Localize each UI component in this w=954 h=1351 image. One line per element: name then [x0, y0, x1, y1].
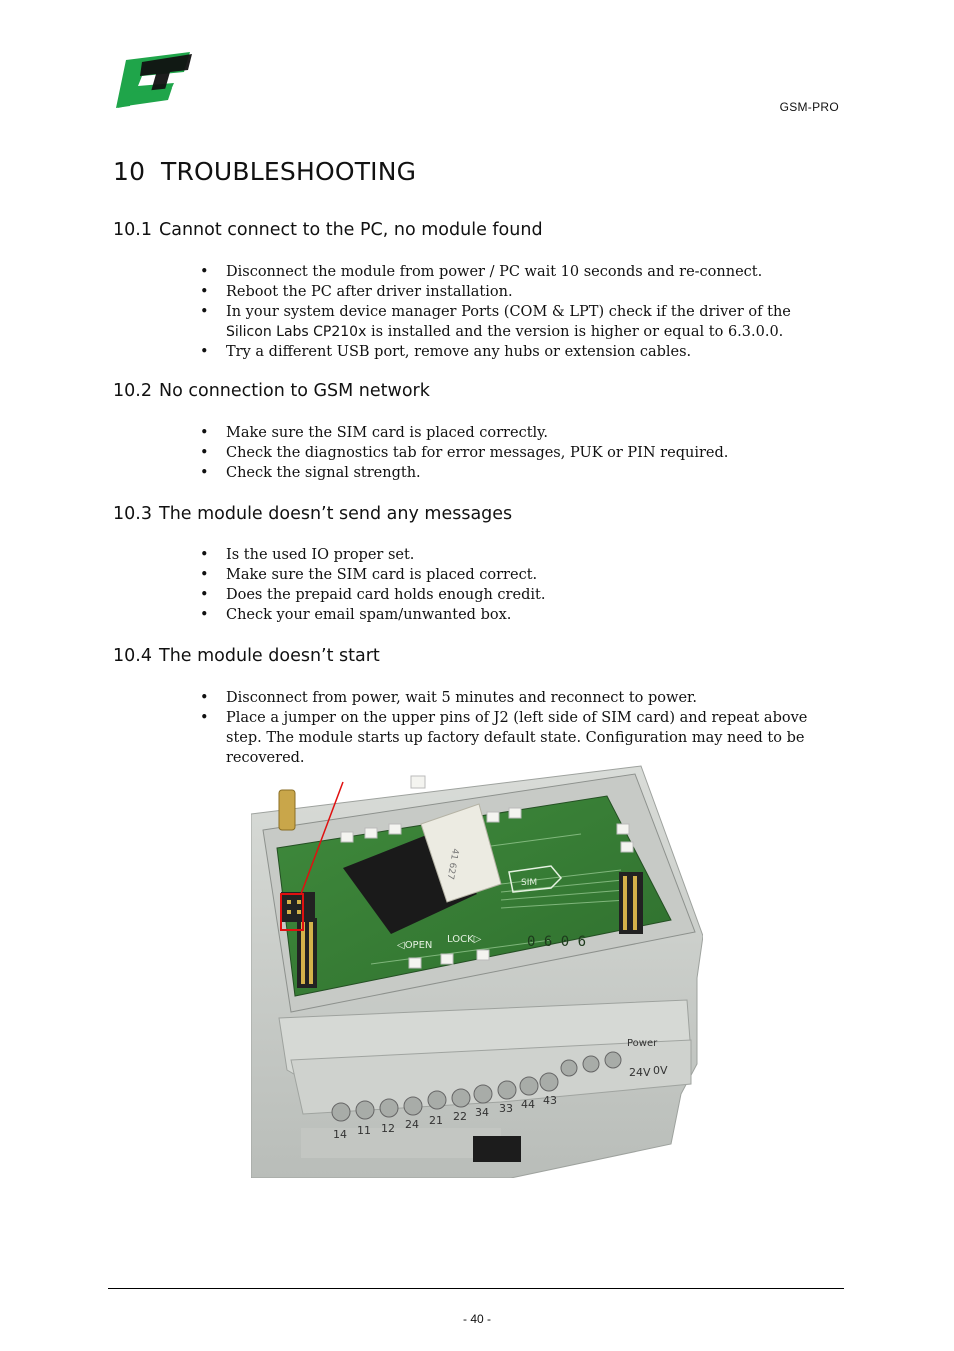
list-item: • Check the signal strength.: [200, 463, 840, 483]
page-number: - 40 -: [462, 1312, 491, 1326]
gsm-module-photo: [251, 764, 703, 1178]
list-item: • Place a jumper on the upper pins of J2 (left side of SIM card) and repeat above step. The module starts up factory default state. Configuration may need to be recovered.: [200, 708, 840, 768]
terminal-label: 21: [429, 1114, 443, 1127]
terminal-label: 43: [543, 1094, 557, 1107]
terminal-label: 12: [381, 1122, 395, 1135]
terminal-label: 44: [521, 1098, 535, 1111]
terminal-label: 22: [453, 1110, 467, 1123]
list-item: • Reboot the PC after driver installation.: [200, 282, 840, 302]
document-id: GSM-PRO: [779, 100, 839, 114]
list-item: • Check the diagnostics tab for error messages, PUK or PIN required.: [200, 443, 840, 463]
list-item: • Check your email spam/unwanted box.: [200, 605, 840, 625]
list-item: • Make sure the SIM card is placed correctly.: [200, 423, 840, 443]
list-item: • Disconnect the module from power / PC wait 10 seconds and re-connect.: [200, 262, 840, 282]
list-item: • Is the used IO proper set.: [200, 545, 840, 565]
power-label: Power: [627, 1038, 658, 1049]
terminal-label: 24: [405, 1118, 419, 1131]
chapter-title: 10 TROUBLESHOOTING: [113, 157, 417, 186]
power-24v-label: 24V: [629, 1066, 651, 1079]
section-list-10-2: [200, 423, 840, 483]
list-item: • In your system device manager Ports (COM & LPT) check if the driver of the Silicon Labs CP210x is installed and the version is higher or equal to 6.3.0.0.: [200, 302, 840, 342]
list-item: • Make sure the SIM card is placed correct.: [200, 565, 840, 585]
terminal-label: 11: [357, 1124, 371, 1137]
board-code: 0 6 0 6: [527, 934, 587, 950]
terminal-label: 14: [333, 1128, 347, 1141]
section-heading-10-2: 10.2 No connection to GSM network: [113, 381, 430, 401]
section-heading-10-3: 10.3 The module doesn’t send any messages: [113, 504, 513, 524]
terminal-label: 33: [499, 1102, 513, 1115]
section-list-10-3: [200, 545, 840, 625]
section-heading-10-1: 10.1 Cannot connect to the PC, no module found: [113, 220, 543, 240]
section-heading-10-4: 10.4 The module doesn’t start: [113, 646, 380, 666]
footer-rule: [108, 1288, 844, 1289]
lock-label: LOCK▷: [447, 934, 482, 945]
open-label: ◁OPEN: [397, 940, 433, 951]
section-list-10-4: [200, 688, 840, 768]
power-0v-label: 0V: [653, 1064, 668, 1077]
terminal-label: 34: [475, 1106, 489, 1119]
driver-name: Silicon Labs CP210x: [226, 324, 367, 340]
svg-text:41 627: 41 627: [444, 847, 460, 881]
company-logo: [112, 48, 196, 112]
sim-label: SIM: [521, 878, 538, 888]
list-item: • Disconnect from power, wait 5 minutes and reconnect to power.: [200, 688, 840, 708]
list-item: • Try a different USB port, remove any hubs or extension cables.: [200, 342, 840, 362]
section-list-10-1: [200, 262, 840, 362]
list-item: • Does the prepaid card holds enough credit.: [200, 585, 840, 605]
